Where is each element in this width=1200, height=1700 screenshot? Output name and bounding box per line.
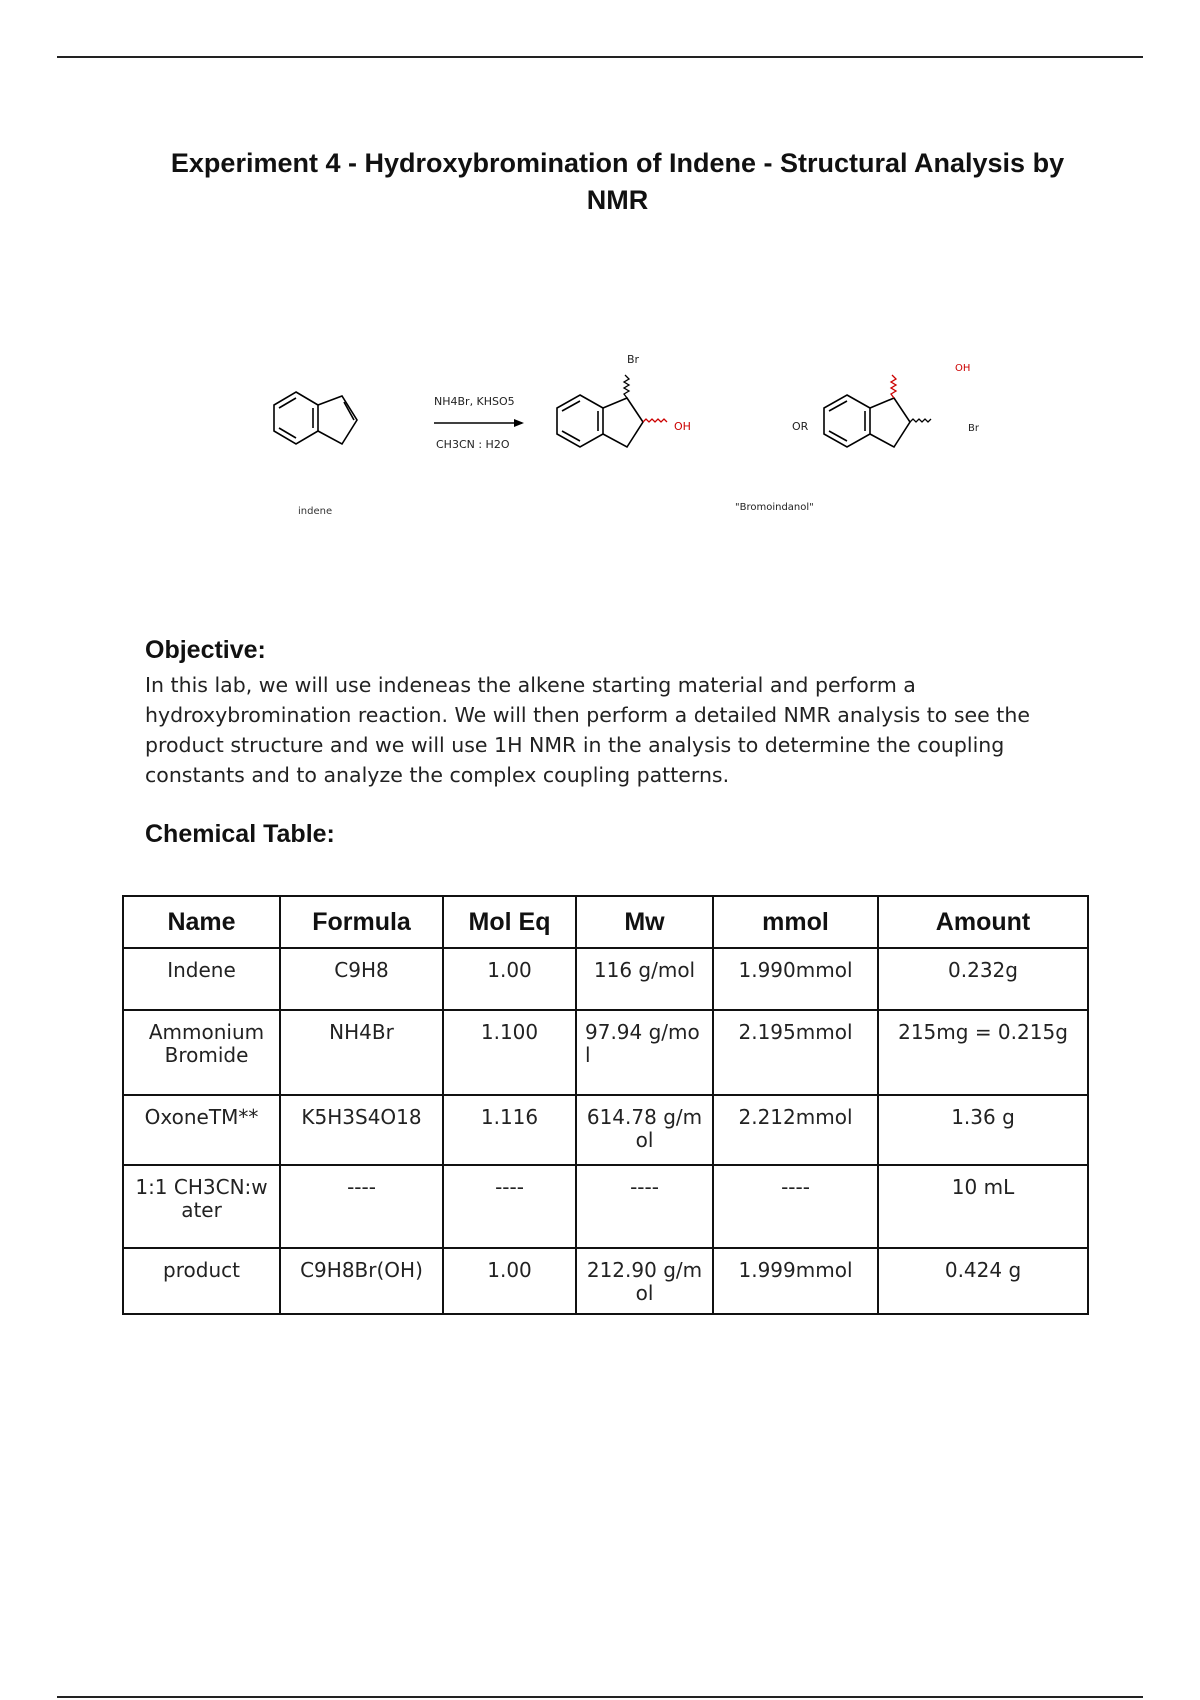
cell-amount: 1.36 g	[878, 1095, 1088, 1165]
column-header-amount: Amount	[878, 896, 1088, 948]
table-row	[123, 1095, 1088, 1165]
br-label-2: Br	[968, 423, 979, 434]
cell-mmol: ----	[713, 1165, 878, 1248]
cell-amount: 215mg = 0.215g	[878, 1010, 1088, 1095]
indene-structure	[274, 392, 357, 444]
br-label-1: Br	[627, 353, 640, 366]
cell-amount: 0.232g	[878, 948, 1088, 1010]
reagents-top: NH4Br, KHSO5	[434, 395, 515, 408]
column-header-mol-eq: Mol Eq	[443, 896, 576, 948]
cell-mw: 212.90 g/mol	[576, 1248, 713, 1314]
oh-label-2: OH	[955, 363, 971, 374]
column-header-name: Name	[123, 896, 280, 948]
cell-mmol: 1.999mmol	[713, 1248, 878, 1314]
table-row	[123, 1165, 1088, 1248]
cell-mw: 97.94 g/mol	[576, 1010, 713, 1095]
cell-mmol: 2.195mmol	[713, 1010, 878, 1095]
cell-mw: 116 g/mol	[576, 948, 713, 1010]
cell-name: 1:1 CH3CN:water	[123, 1165, 280, 1248]
cell-formula: C9H8	[280, 948, 443, 1010]
bromoindanol-structure-2	[824, 375, 931, 447]
cell-name: Indene	[123, 948, 280, 1010]
cell-mol-eq: ----	[443, 1165, 576, 1248]
top-rule	[57, 56, 1143, 58]
cell-mmol: 1.990mmol	[713, 948, 878, 1010]
cell-amount: 10 mL	[878, 1165, 1088, 1248]
cell-mw: 614.78 g/mol	[576, 1095, 713, 1165]
cell-formula: C9H8Br(OH)	[280, 1248, 443, 1314]
bromoindanol-structure-1	[557, 375, 667, 447]
cell-mol-eq: 1.00	[443, 948, 576, 1010]
reaction-scheme	[262, 348, 1022, 528]
objective-paragraph: In this lab, we will use indeneas the alkene starting material and perform a hydroxybromination reaction. We will then perform a detailed NMR analysis to see the product structure and we will use 1H NMR in the analysis to determine the coupling constants and to analyze the complex coupling patterns.	[145, 673, 1030, 787]
table-row	[123, 1248, 1088, 1314]
cell-formula: ----	[280, 1165, 443, 1248]
column-header-mw: Mw	[576, 896, 713, 948]
cell-mol-eq: 1.00	[443, 1248, 576, 1314]
cell-formula: K5H3S4O18	[280, 1095, 443, 1165]
column-header-mmol: mmol	[713, 896, 878, 948]
cell-mmol: 2.212mmol	[713, 1095, 878, 1165]
cell-name: Ammonium Bromide	[123, 1010, 280, 1095]
oh-label-1: OH	[674, 420, 691, 433]
bottom-rule	[57, 1696, 1143, 1698]
chemical-table-heading: Chemical Table:	[145, 820, 335, 848]
bromoindanol-label: "Bromoindanol"	[735, 502, 814, 513]
cell-mol-eq: 1.116	[443, 1095, 576, 1165]
chemical-table	[122, 895, 1089, 1315]
or-label: OR	[792, 420, 809, 433]
cell-mol-eq: 1.100	[443, 1010, 576, 1095]
indene-label: indene	[298, 506, 333, 517]
document-title: Experiment 4 - Hydroxybromination of Indene - Structural Analysis by NMR	[170, 148, 1065, 215]
cell-name: OxoneTM**	[123, 1095, 280, 1165]
reagents-bottom: CH3CN : H2O	[436, 438, 510, 451]
objective-heading: Objective:	[145, 636, 266, 664]
cell-name: product	[123, 1248, 280, 1314]
cell-formula: NH4Br	[280, 1010, 443, 1095]
table-header-row	[123, 896, 1088, 948]
column-header-formula: Formula	[280, 896, 443, 948]
cell-amount: 0.424 g	[878, 1248, 1088, 1314]
cell-mw: ----	[576, 1165, 713, 1248]
table-row	[123, 1010, 1088, 1095]
table-row	[123, 948, 1088, 1010]
